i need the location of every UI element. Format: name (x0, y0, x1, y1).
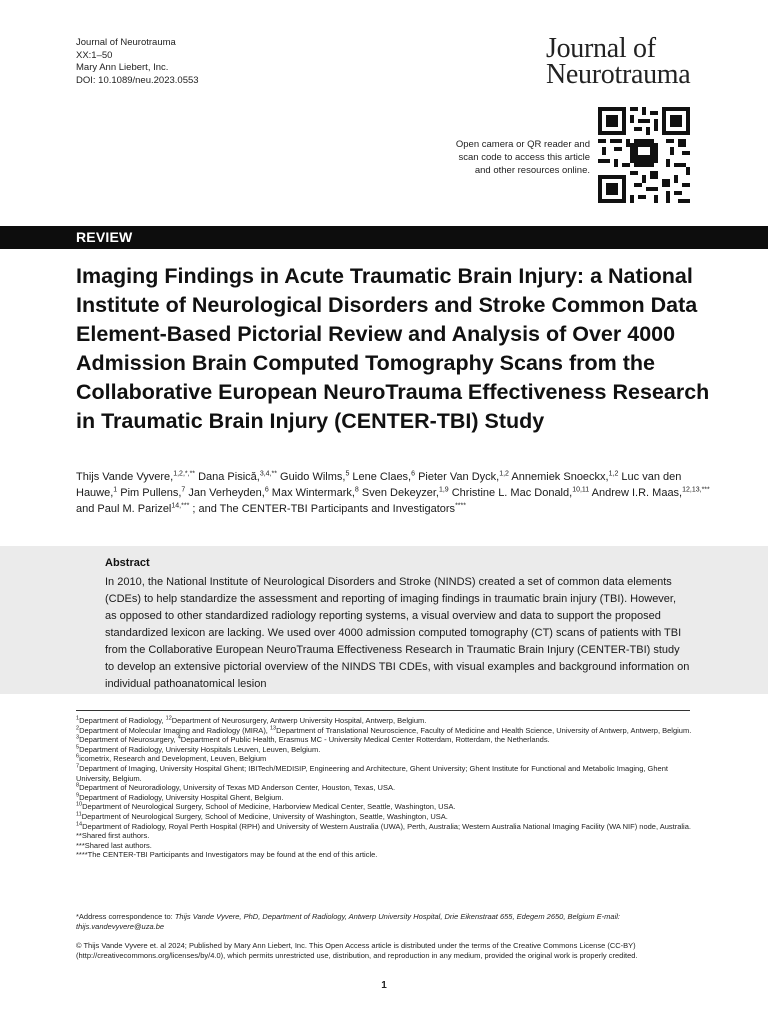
author-affiliation-marker: 10,11 (572, 486, 590, 494)
affiliation-text: Department of Imaging, University Hospital Ghent; IBITech/MEDISIP, Engineering and Architecture, Ghent University; Ghent Institute for Functional and Metabolic Imaging, Ghent University, Belgium. (76, 763, 668, 783)
doi[interactable]: DOI: 10.1089/neu.2023.0553 (76, 74, 199, 86)
author-affiliation-marker: 1,2,*,** (173, 470, 196, 478)
affiliation-item (76, 802, 692, 812)
author-affiliation-marker: 3,4,** (259, 470, 277, 478)
affiliation-marker: 2 (76, 725, 80, 732)
journal-logo (546, 33, 691, 90)
correspondence-note (76, 912, 692, 932)
correspondence-prefix: *Address correspondence to: (76, 912, 175, 921)
author-affiliation-marker: 8 (354, 486, 359, 494)
affiliation-item (76, 841, 692, 851)
affiliation-marker: 9 (76, 792, 80, 799)
logo-line-1: Journal of (546, 33, 656, 64)
affiliation-item (76, 783, 692, 793)
affiliation-marker: 12 (165, 715, 172, 722)
affiliation-item (76, 812, 692, 822)
author-name: Annemiek Snoeckx, (511, 471, 609, 483)
affiliation-marker: 7 (76, 763, 80, 770)
affiliation-item (76, 793, 692, 803)
qr-text-line: and other resources online. (474, 165, 590, 176)
author-affiliation-marker: 1,2 (608, 470, 619, 478)
author-affiliation-marker: 5 (345, 470, 350, 478)
author-name: Guido Wilms, (280, 471, 346, 483)
author-name: Lene Claes, (352, 471, 412, 483)
author-name: ; and The CENTER-TBI Participants and Investigators (192, 503, 456, 515)
affiliation-item (76, 716, 692, 726)
author-affiliation-marker: 7 (181, 486, 186, 494)
affiliation-item (76, 735, 692, 745)
author-affiliation-marker: 6 (264, 486, 269, 494)
affiliation-marker: 10 (76, 801, 83, 808)
affiliation-text: Department of Neurological Surgery, School of Medicine, University of Washington, Seattle, Washington, USA. (81, 811, 448, 821)
page-number: 1 (381, 980, 387, 991)
qr-instructions (430, 138, 590, 177)
affiliation-text: Department of Neurosurgery, (79, 735, 178, 745)
publisher: Mary Ann Liebert, Inc. (76, 62, 169, 73)
copyright-notice: © Thijs Vande Vyvere et. al 2024; Published by Mary Ann Liebert, Inc. This Open Access article is distributed under the terms of the Creative Commons License (CC-BY) (http://creativecommons.org/licenses/by/4.0), which permits unrestricted use, distribution, and reproduction in any medium, provided the original work is properly credited. (76, 941, 638, 960)
qr-code-icon[interactable] (598, 107, 690, 203)
affiliation-text: Department of Translational Neuroscience, Faculty of Medicine and Health Science, University of Antwerp, Antwerp, Belgium. (276, 725, 692, 735)
abstract-body: In 2010, the National Institute of Neurological Disorders and Stroke (NINDS) created a set of common data elements (CDEs) to help standardize the assessment and reporting of imaging findings in traumatic brain injury (TBI). However, as opposed to other standardized radiology reporting systems, a visual overview and data to support the proposed standardized lexicon are lacking. We used over 4000 admission computed tomography (CT) scans of patients with TBI from the Collaborative European NeuroTrauma Effectiveness Research in Traumatic Brain Injury (CENTER-TBI) study to develop an extensive pictorial overview of the NINDS TBI CDEs, with visual examples and background information on individual pathoanatomical lesion (105, 576, 690, 690)
volume-pages: XX:1–50 (76, 49, 113, 61)
author-name: Luc van den Hauwe, (76, 471, 682, 499)
article-metadata (76, 37, 199, 87)
author-name: Sven Dekeyzer, (361, 487, 439, 499)
author-affiliation-marker: 14,*** (171, 502, 190, 510)
abstract-heading: Abstract (105, 557, 150, 569)
qr-text-line: scan code to access this article (458, 152, 590, 163)
affiliation-text: Department of Radiology, University Hospitals Leuven, Leuven, Belgium. (79, 744, 321, 754)
affiliation-text: Department of Radiology, University Hospital Ghent, Belgium. (79, 792, 284, 802)
affiliation-text: Department of Radiology, Royal Perth Hospital (RPH) and University of Western Australia (UWA), Perth, Australia; Western Australia National Imaging Facility (WA NIF) node, Australia. (82, 821, 691, 831)
qr-text-line: Open camera or QR reader and (455, 139, 590, 150)
author-name: Pim Pullens, (120, 487, 182, 499)
affiliation-marker: 6 (76, 753, 80, 760)
affiliation-marker: 4 (177, 734, 181, 741)
journal-name: Journal of Neurotrauma (76, 37, 176, 48)
affiliation-marker: 13 (269, 725, 277, 732)
affiliation-marker: 3 (76, 734, 80, 741)
affiliation-marker: 1 (76, 715, 80, 722)
article-title: Imaging Findings in Acute Traumatic Brain Injury: a National Institute of Neurological Disorders and Stroke Common Data Element-Based Pictorial Review and Analysis of Over 4000 Admission Brain Computed Tomography Scans from the Collaborative European NeuroTrauma Effectiveness Research in Traumatic Brain Injury (CENTER-TBI) Study (76, 264, 710, 433)
author-name: Andrew I.R. Maas, (591, 487, 683, 499)
affiliations (76, 716, 692, 860)
affiliation-text: Department of Radiology, (79, 716, 166, 725)
author-name: Dana Pisică, (198, 471, 260, 483)
author-affiliation-marker: 1,2 (499, 470, 509, 478)
author-affiliation-marker: **** (455, 502, 466, 510)
affiliation-marker: 8 (76, 782, 80, 789)
section-banner (0, 226, 768, 249)
affiliation-item (76, 822, 692, 832)
affiliation-text: Department of Neurosurgery, Antwerp University Hospital, Antwerp, Belgium. (171, 716, 427, 725)
author-name: Jan Verheyden, (188, 487, 265, 499)
author-affiliation-marker: 12,13,*** (682, 486, 710, 494)
affiliation-item (76, 831, 692, 841)
affiliation-item (76, 745, 692, 755)
affiliation-text: Department of Molecular Imaging and Radiology (MIRA), (79, 725, 270, 735)
footnote-divider (76, 710, 690, 711)
affiliation-text: **Shared first authors. (76, 831, 150, 841)
author-affiliation-marker: 6 (411, 470, 416, 478)
affiliation-item (76, 754, 692, 764)
affiliation-item (76, 764, 692, 783)
author-affiliation-marker: 1,9 (438, 486, 449, 494)
affiliation-text: Department of Neurological Surgery, School of Medicine, Harborview Medical Center, Seattle, Washington, USA. (82, 802, 456, 812)
affiliation-text: ****The CENTER-TBI Participants and Investigators may be found at the end of this article. (76, 850, 378, 860)
affiliation-text: Department of Neuroradiology, University of Texas MD Anderson Center, Houston, Texas, USA. (79, 783, 396, 793)
affiliation-marker: 14 (76, 821, 83, 828)
author-list (76, 469, 716, 517)
author-affiliation-marker: 1 (113, 486, 118, 494)
affiliation-text: ***Shared last authors. (76, 840, 152, 850)
affiliation-item (76, 850, 692, 860)
affiliation-item (76, 726, 692, 736)
author-name: Thijs Vande Vyvere, (76, 471, 174, 483)
logo-line-2: Neurotrauma (546, 59, 691, 90)
affiliation-text: icometrix, Research and Development, Leuven, Belgium (79, 754, 267, 764)
correspondence-text: Thijs Vande Vyvere, PhD, Department of Radiology, Antwerp University Hospital, Drie Eikenstraat 655, Edegem 2650, Belgium E-mail: thijs.vandevyvere@uza.be (76, 912, 621, 931)
section-label: REVIEW (76, 229, 133, 245)
affiliation-text: Department of Public Health, Erasmus MC - University Medical Center Rotterdam, Rotterdam, the Netherlands. (180, 735, 550, 745)
author-name: Pieter Van Dyck, (418, 471, 500, 483)
author-name: Max Wintermark, (271, 487, 355, 499)
affiliation-marker: 11 (76, 811, 82, 818)
affiliation-marker: 5 (76, 744, 80, 751)
author-name: Christine L. Mac Donald, (451, 487, 573, 499)
author-name: and Paul M. Parizel (76, 503, 172, 515)
